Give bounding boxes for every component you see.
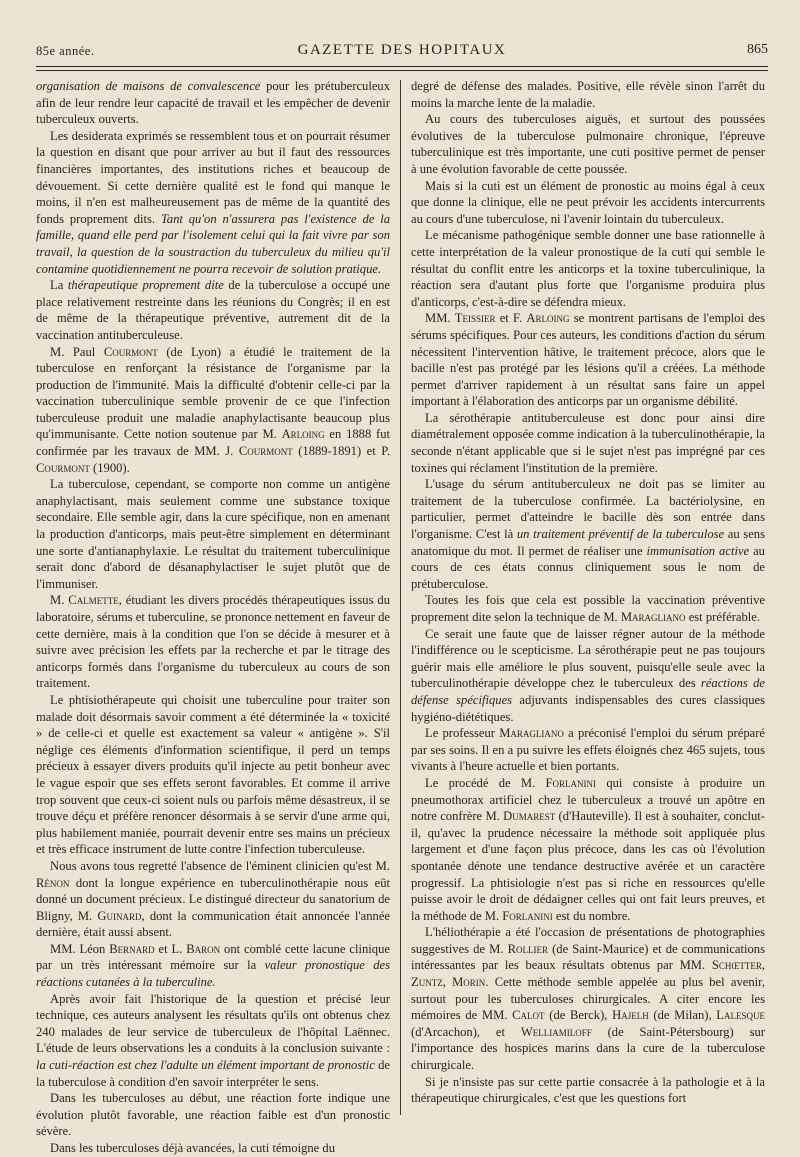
author-name: Schœtter [711, 958, 762, 973]
author-name: Rollier [507, 941, 548, 956]
text-run: M. [50, 593, 69, 608]
text-run: L'héliothérapie a été l'occasion de présentations de photographies suggestives de M. [411, 925, 765, 956]
text-run: , [442, 975, 453, 990]
text-run: est du nombre. [552, 908, 631, 923]
emphasis-text: un traitement préventif de la tuberculose [516, 527, 725, 542]
text-run: Mais si la cuti est un élément de pronostic au moins égal à ceux que donne la clinique, elle ne peut prévoir les accidents intercurrents au cours d'une tuberculose, ni l'avenir lointain du tuberculeux. [411, 178, 765, 226]
paragraph [411, 78, 765, 111]
author-name: Arloing [526, 311, 570, 326]
text-run: Le phtisiothérapeute qui choisit une tuberculine pour traiter son malade doit désormais savoir comment a été déterminée la « toxicité » de celle-ci et quelle est exactement sa valeur « antigène ». S'il néglige ces éléments d'information scientifique, il perd un temps précieux à essayer divers produits qu'il injecte au petit bonheur avec le vague espoir que ses effets seront favorables. Et comme il arrive trop souvent que ceux-ci soient nuls ou parfois même désastreux, il se trouve déçu et préfère renoncer désormais à se servir d'une arme qui, plus habilement maniée, pourrait devenir entre ses mains un précieux et très efficace instrument de lutte contre l'infection tuberculeuse. [36, 692, 390, 857]
author-name: Teissier [454, 311, 496, 326]
paragraph [411, 410, 765, 476]
paragraph [411, 626, 765, 726]
text-run: , [761, 958, 765, 973]
author-name: Lalesque [716, 1008, 765, 1023]
paragraph [411, 775, 765, 924]
text-run: La tuberculose, cependant, se comporte non comme un antigène anaphylactisant, mais seulement comme une substance toxique secondaire. Elle semble agir, dans la cure spécifique, non en amenant la production d'anticorps, mais peut-être simplement en déterminant une sorte d'antianaphylaxie. Le résultat du traitement tuberculinique serait donc d'abord de désanaphylactiser le sujet plutôt que de l'immuniser. [36, 477, 390, 591]
author-name: Rénon [36, 875, 70, 890]
paragraph [36, 1140, 390, 1157]
text-run: Après avoir fait l'historique de la question et précisé leur technique, ces auteurs analysent les résultats qu'ils ont obtenus chez 240 malades de leur service de tuberculeux de l'hôpital Laënnec. L'étude de leurs observations les a conduits à la conclusion suivante : [36, 991, 390, 1056]
paragraph [36, 78, 390, 128]
emphasis-text: immunisation active [646, 543, 750, 558]
text-run: de la tuberculose a occupé une place relativement restreinte dans les réunions du Congrès; il en est de même de la thérapeutique préventive, autrement dit de la vaccination antituberculeuse. [36, 278, 390, 342]
text-run: M. Paul [50, 344, 104, 359]
text-run: (1900). [89, 460, 130, 475]
text-run: MM. Léon [50, 941, 110, 956]
text-run: Nous avons tous regretté l'absence de l'éminent clinicien qu'est M. [50, 858, 390, 873]
text-run: (de Saint-Maurice) et de communications intéressantes par les beaux résultats obtenus par MM. [411, 941, 766, 973]
paragraph [411, 924, 765, 1073]
text-run: pour les prétuberculeux afin de leur rendre leur capacité de travail et les empêcher de devenir tuberculeux ouverts. [36, 79, 391, 127]
text-run: en 1888 fut confirmée par les travaux de MM. J. [36, 427, 391, 459]
author-name: Calot [512, 1008, 545, 1023]
text-run: Si je n'insiste pas sur cette partie consacrée à la pathologie et à la thérapeutique chirurgicales, c'est que les questions fort [411, 1074, 765, 1106]
emphasis-text: réactions de défense spécifiques [411, 676, 765, 707]
issue-label: 85e année. [36, 44, 95, 58]
paragraph [36, 476, 390, 592]
header-rule-thick [36, 66, 768, 67]
text-run: , dont la communication était annoncée l'année dernière, était aussi absent. [36, 908, 390, 940]
author-name: Arloing [281, 427, 325, 442]
paragraph [36, 692, 390, 858]
emphasis-text: organisation de maisons de convalescence [36, 79, 261, 93]
paragraph [411, 592, 765, 625]
paragraph [36, 991, 390, 1091]
text-run: a préconisé l'emploi du sérum préparé par ses soins. Il en a pu suivre les effets éloignés chez 465 sujets, tous vivants à l'heure actuelle et bien portants. [411, 726, 765, 774]
author-name: Forlanini [502, 908, 553, 923]
text-run: et F. [495, 311, 527, 326]
text-run: Au cours des tuberculoses aiguës, et surtout des poussées évolutives de la tuberculose pulmonaire chronique, l'épreuve tuberculinique est très importante, une cuti positive permet de penser à une évolution favorable de cette poussée. [411, 112, 765, 176]
author-name: Maragliano [499, 726, 564, 741]
text-run: (de Lyon) a étudié le traitement de la tuberculose en renforçant la résistance de l'organisme par la production de l'immunité. Mais la difficulté d'obtenir celle-ci par la vaccination tuberculinique semble provenir de ce que l'infection tuberculeuse produit une maladie anaphylactisante beaucoup plus qu'immunisante. Cette notion soutenue par M. [36, 344, 390, 442]
paragraph [36, 344, 390, 477]
author-name: Forlanini [545, 775, 597, 790]
paragraph [36, 277, 390, 343]
text-run: La [50, 278, 68, 293]
text-run: au cours de ces états connus cliniquement sous le nom de prétuberculose. [411, 543, 765, 591]
journal-title: GAZETTE DES HOPITAUX [297, 42, 507, 58]
author-name: Courmont [36, 460, 90, 475]
text-run: . Cette méthode semble appelée au plus bel avenir, surtout pour les tuberculoses chirurgicales. A citer encore les mémoires de MM. [411, 975, 766, 1023]
text-run: ont comblé cette lacune clinique par un très intéressant mémoire sur la [36, 941, 390, 973]
text-run: Le procédé de M. [425, 775, 546, 790]
column-divider [400, 80, 401, 1115]
text-run: degré de défense des malades. Positive, elle révèle sinon l'arrêt du moins la marche lente de la maladie. [411, 79, 765, 110]
text-run: se montrent partisans de l'emploi des sérums spécifiques. Pour ces auteurs, les conditions d'action du sérum nécessitent l'intervention hâtive, le traitement précoce, alors que le bacille n'est pas protégé par les lésions qu'il a créées. La méthode permet d'arriver rapidement à un résultat sans faire un appel important à l'élaboration des anticorps par un organisme débilité. [411, 311, 765, 409]
author-name: Maragliano [620, 610, 686, 624]
author-name: Baron [186, 941, 221, 956]
emphasis-text: la cuti-réaction est chez l'adulte un élément important de pronostic [36, 1058, 375, 1073]
text-run: au sens anatomique du mot. Il permet de réaliser une [411, 527, 766, 558]
text-run: Les desiderata exprimés se ressemblent tous et on pourrait résumer la question en disant que pour arriver au but il faut des ressources financières importantes, des institutions riches et beaucoup de dévouement. Si cette dernière qualité est le fond qui manque le moins, il n'en est malheureusement pas de même de la quantité des fonds proprement dits. [36, 128, 390, 226]
emphasis-text: valeur pronostique des réactions cutanées à la tuberculine. [36, 958, 390, 990]
author-name: Dumarest [503, 809, 556, 824]
author-name: Courmont [103, 344, 158, 359]
header-rule-thin [36, 70, 768, 71]
paragraph [36, 128, 390, 277]
right-column [411, 78, 765, 1141]
text-run: est préférable. [685, 610, 761, 624]
text-run: La sérothérapie antituberculeuse est donc pour ainsi dire diamétralement opposée comme indication à la tuberculinothérapie, la seconde n'étant applicable que si le sujet n'est pas imprégné par ces toxines qui réclament l'institution de la première. [411, 410, 765, 475]
text-run: (d'Hauteville). Il est à souhaiter, conclut-il, qu'avec la prudence nécessaire la méthode soit appliquée plus largement et d'une façon plus précoce, dans les cas où l'évolution spontanée dénote une tendance destructive avérée et un caractère progressif. La phtisiologie n'est pas si riche en ressources qu'elle puisse avoir le droit de dédaigner celles qui ont fait leurs preuves, et la méthode de M. [411, 809, 765, 923]
text-run: Dans les tuberculoses au début, une réaction forte indique une évolution plutôt favorable, une réaction faible est d'un pronostic sévère. [36, 1091, 390, 1139]
paragraph [36, 592, 390, 692]
paragraph [36, 1090, 390, 1140]
text-run: dont la longue expérience en tuberculinothérapie nous eût donné un document précieux. Le distingué directeur du sanatorium de Bligny, M. [36, 875, 390, 923]
emphasis-text: thérapeutique proprement dite [67, 278, 224, 293]
paragraph [36, 858, 390, 941]
text-run: L'usage du sérum antituberculeux ne doit pas se limiter au traitement de la tuberculose confirmée. La bactériolysine, en particulier, permet d'atteindre le bacille dès son entrée dans l'organisme. C'est là [411, 477, 765, 542]
author-name: Welliamiloff [520, 1024, 592, 1039]
text-run: Dans les tuberculoses déjà avancées, la cuti témoigne du [50, 1141, 336, 1155]
text-run: MM. [425, 311, 455, 326]
text-run: Toutes les fois que cela est possible la vaccination préventive proprement dite selon la technique de M. [411, 593, 765, 624]
author-name: Hajelh [612, 1008, 649, 1023]
text-run: (de Milan), [648, 1008, 717, 1023]
author-name: Zuntz [411, 975, 443, 990]
text-run: Le professeur [425, 726, 500, 741]
author-name: Morin [452, 975, 486, 990]
paragraph [411, 1074, 765, 1107]
paragraph [411, 310, 765, 410]
page-number: 865 [747, 42, 768, 57]
text-run: (de Saint-Pétersbourg) sur l'importance des hospices marins dans la cure de la tuberculose chirurgicale. [411, 1024, 766, 1073]
author-name: Bernard [109, 941, 155, 956]
text-run: Ce serait une faute que de laisser régner autour de la méthode l'indifférence ou le scepticisme. La sérothérapie peut ne pas toujours guérir mais elle améliore le plus souvent, puisqu'elle seule avec la tuberculinothérapie développe chez le tuberculeux des [411, 626, 765, 691]
paragraph [411, 725, 765, 775]
text-run: (d'Arcachon), et [411, 1024, 521, 1039]
paragraph [411, 476, 765, 592]
paragraph [411, 227, 765, 310]
text-run: adjuvants indispensables des cures classiques hygiéno-diététiques. [411, 692, 765, 724]
left-column [36, 78, 391, 1155]
paragraph [411, 111, 765, 177]
text-run: de la tuberculose à condition d'en savoir interpréter le sens. [36, 1058, 390, 1089]
text-run: Le mécanisme pathogénique semble donner une base rationnelle à cette interprétation de la valeur pronostique de la cuti qui semble le résultat du conflit entre les anticorps et la toxine tuberculinique, la réaction sera d'autant plus forte que l'organisme produira plus d'anticorps, c'est-à-dire se défendra mieux. [411, 228, 765, 309]
author-name: Calmette [68, 593, 119, 608]
text-run: (1889-1891) et P. [292, 444, 390, 459]
author-name: Guinard [97, 908, 142, 923]
paragraph [411, 178, 765, 228]
text-run: (de Berck), [544, 1008, 613, 1023]
page-header [36, 34, 768, 64]
author-name: Courmont [238, 444, 293, 459]
paragraph [36, 941, 390, 991]
text-run: , étudiant les divers procédés thérapeutiques issus du laboratoire, sérums et tuberculine, se prononce nettement en faveur de cette dernière, mais à la condition que l'on se décide à mesurer et à suivre avec précision les effets par la recherche et par le titrage des anticorps formés dans l'organisme du tuberculeux au cours de son traitement. [36, 593, 391, 691]
text-run: et L. [154, 941, 187, 956]
emphasis-text: Tant qu'on n'assurera pas l'existence de la famille, quand elle perd par l'isolement celui qui la fait vivre par son travail, la question de la soustraction du tuberculeux du milieu qu'il contamine quotidiennement ne pourra recevoir de solution pratique. [36, 211, 390, 276]
text-run: qui consiste à produire un pneumothorax artificiel chez le tuberculeux a trouvé un apôtre en notre confrère M. [411, 775, 765, 824]
